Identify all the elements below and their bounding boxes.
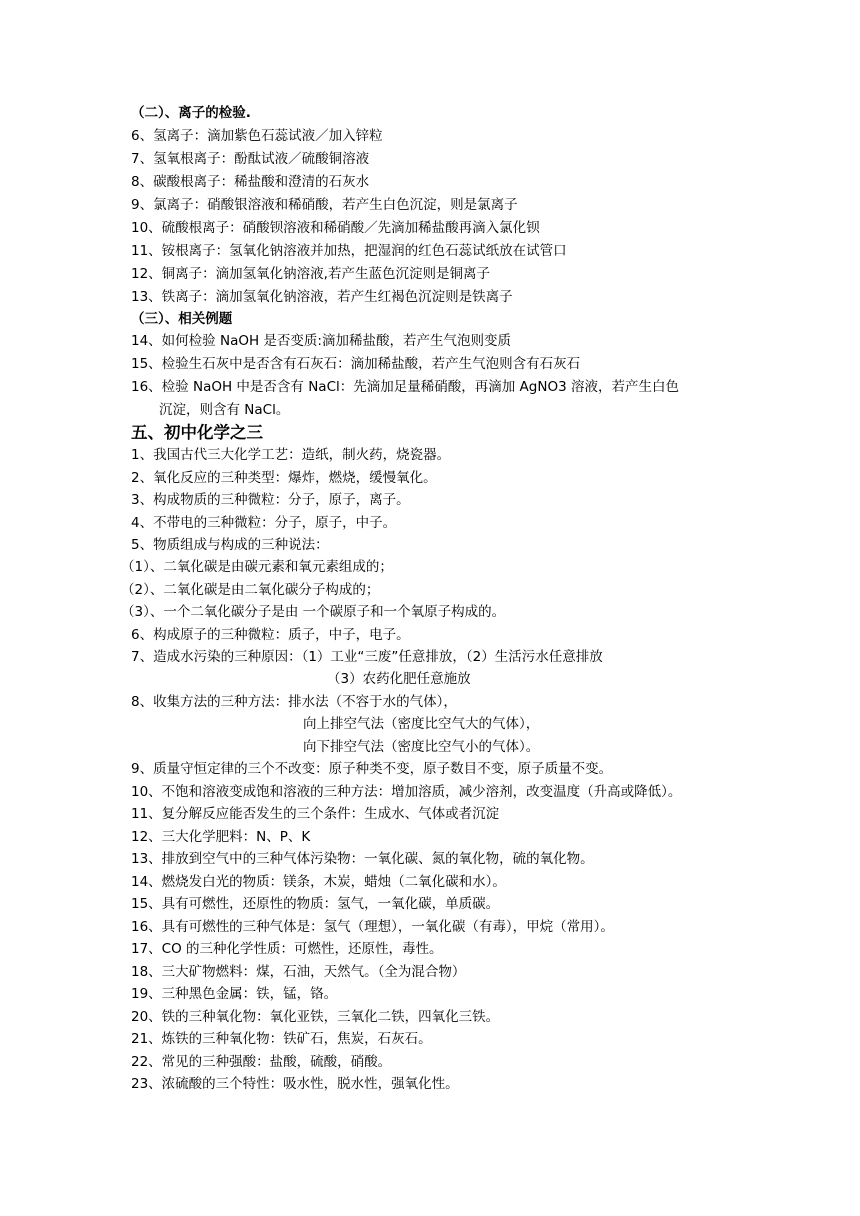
text-line: 11、铵根离子：氢氧化钠溶液并加热，把湿润的红色石蕊试纸放在试管口 (131, 243, 567, 259)
text-line: 13、铁离子：滴加氢氧化钠溶液，若产生红褐色沉淀则是铁离子 (131, 289, 513, 305)
text-line: 2、氧化反应的三种类型：爆炸，燃烧，缓慢氧化。 (131, 470, 437, 486)
text-line: （2）、二氧化碳是由二氧化碳分子构成的； (121, 582, 380, 598)
text-line: 21、炼铁的三种氧化物：铁矿石，焦炭，石灰石。 (131, 1031, 432, 1047)
text-line: 18、三大矿物燃料：煤，石油，天然气。（全为混合物） (131, 964, 466, 980)
text-line: 7、造成水污染的三种原因：（1）工业“三废”任意排放，（2）生活污水任意排放 (131, 649, 603, 665)
text-line: 11、复分解反应能否发生的三个条件：生成水、气体或者沉淀 (131, 806, 500, 822)
text-line: 9、质量守恒定律的三个不改变：原子种类不变，原子数目不变，原子质量不变。 (131, 761, 613, 777)
section-title-ion-tests: （二）、离子的检验. (131, 105, 251, 121)
text-line: 14、燃烧发白光的物质：镁条，木炭，蜡烛（二氧化碳和水）。 (131, 874, 506, 890)
text-line: （3）、一个二氧化碳分子是由 一个碳原子和一个氧原子构成的。 (121, 604, 506, 620)
page-heading: 五、初中化学之三 (131, 423, 263, 442)
text-line: 3、构成物质的三种微粒：分子，原子，离子。 (131, 492, 410, 508)
text-line: 9、氯离子：硝酸银溶液和稀硝酸，若产生白色沉淀，则是氯离子 (131, 197, 518, 213)
text-line: 10、硫酸根离子：硝酸钡溶液和稀硝酸／先滴加稀盐酸再滴入氯化钡 (131, 220, 540, 236)
text-line: 5、物质组成与构成的三种说法： (131, 537, 329, 553)
text-line: （3）农药化肥任意施放 (327, 671, 471, 687)
text-line: 17、CO 的三种化学性质：可燃性，还原性，毒性。 (131, 941, 443, 957)
text-line: 14、如何检验 NaOH 是否变质:滴加稀盐酸，若产生气泡则变质 (131, 333, 511, 349)
text-line: 23、浓硫酸的三个特性：吸水性，脱水性，强氧化性。 (131, 1076, 459, 1092)
text-line: （1）、二氧化碳是由碳元素和氧元素组成的； (121, 559, 393, 575)
text-line: 8、碳酸根离子：稀盐酸和澄清的石灰水 (131, 174, 370, 190)
text-line: 16、具有可燃性的三种气体是：氢气（理想），一氧化碳（有毒），甲烷（常用）。 (131, 919, 614, 935)
text-line: 19、三种黑色金属：铁，锰，铬。 (131, 986, 338, 1002)
section-title-examples: （三）、相关例题 (131, 311, 233, 327)
text-line: 12、三大化学肥料：N、P、K (131, 829, 311, 845)
text-line: 15、具有可燃性，还原性的物质：氢气，一氧化碳，单质碳。 (131, 896, 500, 912)
text-line: 7、氢氧根离子：酚酞试液／硫酸铜溶液 (131, 151, 370, 167)
text-line: 15、检验生石灰中是否含有石灰石：滴加稀盐酸，若产生气泡则含有石灰石 (131, 356, 581, 372)
text-line: 向下排空气法（密度比空气小的气体）。 (303, 739, 540, 755)
text-line: 13、排放到空气中的三种气体污染物：一氧化碳、氮的氧化物，硫的氧化物。 (131, 851, 594, 867)
text-line: 10、不饱和溶液变成饱和溶液的三种方法：增加溶质，减少溶剂，改变温度（升高或降低）。 (131, 784, 682, 800)
text-line: 16、检验 NaOH 中是否含有 NaCl：先滴加足量稀硝酸，再滴加 AgNO3 溶液，若产生白色 (131, 379, 679, 395)
text-line: 8、收集方法的三种方法：排水法（不容于水的气体）， (131, 694, 457, 710)
text-line: 6、构成原子的三种微粒：质子，中子，电子。 (131, 627, 410, 643)
text-line: 沉淀，则含有 NaCl。 (159, 402, 290, 418)
text-line: 6、氢离子：滴加紫色石蕊试液／加入锌粒 (131, 128, 383, 144)
text-line: 向上排空气法（密度比空气大的气体）， (303, 716, 540, 732)
text-line: 20、铁的三种氧化物：氧化亚铁，三氧化二铁，四氧化三铁。 (131, 1009, 500, 1025)
text-line: 22、常见的三种强酸：盐酸，硫酸，硝酸。 (131, 1054, 392, 1070)
text-line: 1、我国古代三大化学工艺：造纸，制火药，烧瓷器。 (131, 447, 451, 463)
text-line: 12、铜离子：滴加氢氧化钠溶液,若产生蓝色沉淀则是铜离子 (131, 266, 490, 282)
text-line: 4、不带电的三种微粒：分子，原子，中子。 (131, 515, 397, 531)
